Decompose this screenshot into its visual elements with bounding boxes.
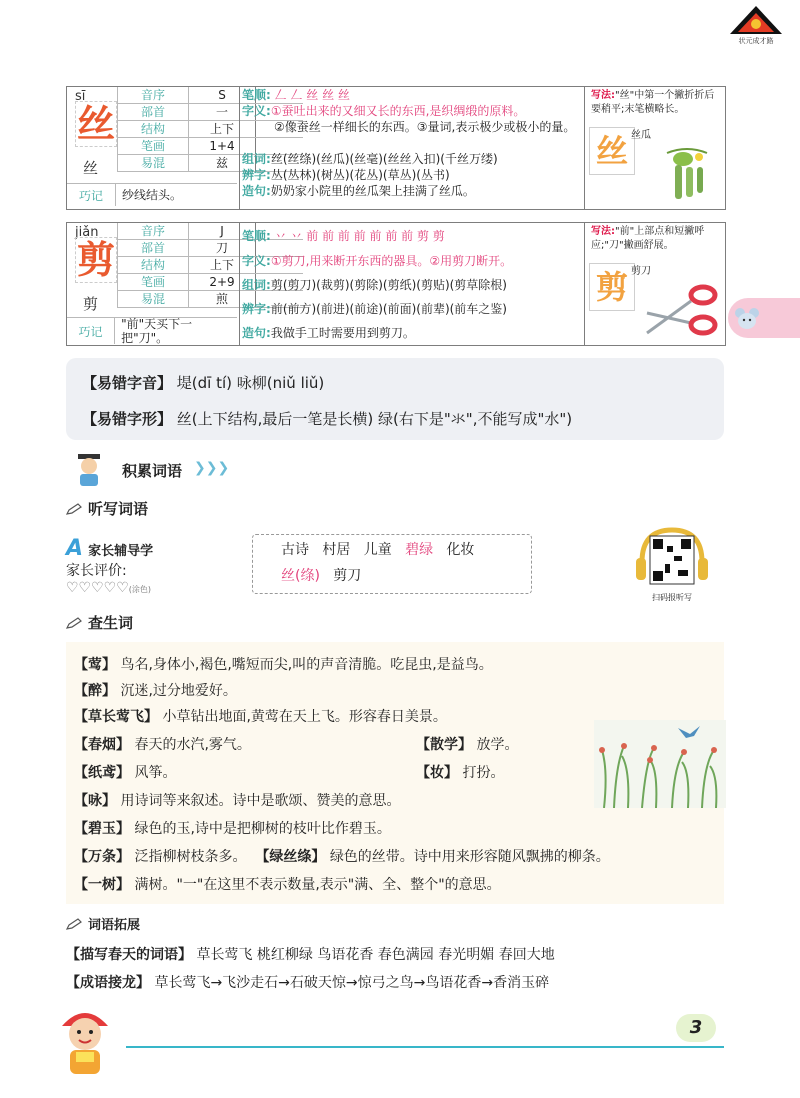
idiom-chain: 草长莺飞→飞沙走石→石破天惊→惊弓之鸟→鸟语花香→香消玉碎 xyxy=(154,975,550,991)
mnemonic-text: "前"天买下一把"刀"。 xyxy=(121,317,193,345)
practice-character: 剪 xyxy=(595,268,628,306)
label-jiegou: 结构 xyxy=(117,257,189,273)
value-jiegou: 上下 xyxy=(189,121,256,137)
term: 【碧玉】 xyxy=(74,821,130,837)
student-mascot-icon xyxy=(70,452,110,486)
writing-tip-panel xyxy=(587,223,725,345)
sentence-label: 造句: xyxy=(242,326,271,340)
definition: 绿色的丝带。诗中用来形容随风飘拂的柳条。 xyxy=(329,849,610,865)
mnemonic-row xyxy=(67,317,237,344)
pronunciation-errors-label: 【易错字音】 xyxy=(82,374,173,392)
sentence-label: 造句: xyxy=(242,184,271,198)
practice-character: 丝 xyxy=(595,132,628,170)
spring-words: 草长莺飞 桃红柳绿 鸟语花香 春色满园 春光明媚 春回大地 xyxy=(196,947,555,963)
definition: 沉迷,过分地爱好。 xyxy=(120,683,237,699)
term: 【妆】 xyxy=(416,765,458,781)
sentence: 奶奶家小院里的丝瓜架上挂满了丝瓜。 xyxy=(270,184,475,198)
pencil-icon xyxy=(66,500,82,512)
extension-title: 词语拓展 xyxy=(88,918,141,933)
newwords-title: 查生词 xyxy=(88,614,134,632)
extension-header xyxy=(66,914,140,933)
meaning-label: 字义: xyxy=(242,104,271,118)
pronunciation-errors: 堤(dī tí) 咏柳(niǔ liǔ) xyxy=(176,374,325,392)
parent-guide-icon: A xyxy=(66,536,84,561)
idiom-chain-label: 【成语接龙】 xyxy=(66,975,150,991)
idiom-chain-line xyxy=(66,972,549,992)
definition: 放学。 xyxy=(476,737,519,753)
hearts[interactable]: ♡♡♡♡♡ xyxy=(66,580,129,596)
parent-guide xyxy=(66,536,153,561)
mascot-icon xyxy=(48,1002,122,1080)
label-bushou: 部首 xyxy=(117,104,189,120)
dictation-title: 听写词语 xyxy=(88,500,149,518)
word-gushi: 古诗 xyxy=(281,542,309,558)
stroke-order: 丷 丷 前 前 前 前 前 前 前 剪 剪 xyxy=(274,229,445,243)
term: 【醉】 xyxy=(74,683,116,699)
term: 【咏】 xyxy=(74,793,116,809)
spring-grass-illustration xyxy=(594,720,726,808)
meaning-1: ①蚕吐出来的又细又长的东西,是织绸缎的原料。 xyxy=(270,104,526,118)
picture-label: 剪刀 xyxy=(631,266,651,277)
value-jiegou: 上下 xyxy=(189,257,256,273)
value-yihun: 兹 xyxy=(189,155,256,171)
newwords-header xyxy=(66,612,133,633)
small-character: 剪 xyxy=(83,295,99,313)
char-details xyxy=(239,223,585,345)
char-card-jian xyxy=(66,222,726,346)
sentence: 我做手工时需要用到剪刀。 xyxy=(270,326,415,340)
qr-headphones-icon[interactable] xyxy=(634,526,710,588)
qr-code-block[interactable] xyxy=(634,526,710,604)
definition: 小草钻出地面,黄莺在天上飞。形容春日美景。 xyxy=(162,709,447,725)
stroke-order-label: 笔顺: xyxy=(242,88,271,102)
practice-grid xyxy=(589,127,635,175)
stroke-order: 𠃋 𠃋 丝 丝 丝 xyxy=(274,88,350,102)
mnemonic-label: 巧记 xyxy=(67,318,115,344)
writing-tip-panel xyxy=(587,87,725,209)
char-card-si xyxy=(66,86,726,210)
side-tab xyxy=(728,298,800,338)
term: 【纸鸢】 xyxy=(74,765,130,781)
char-details xyxy=(239,87,585,209)
form-errors: 丝(上下结构,最后一笔是长横) 绿(右下是"氺",不能写成"水") xyxy=(176,410,573,428)
spring-words-label: 【描写春天的词语】 xyxy=(66,947,192,963)
writing-tip-label: 写法: xyxy=(591,226,615,237)
publisher-logo xyxy=(726,4,786,50)
stroke-order-label: 笔顺: xyxy=(242,229,271,243)
value-yihun: 煎 xyxy=(189,291,256,307)
words: 剪(剪刀)(裁剪)(剪除)(剪纸)(剪贴)(剪草除根) xyxy=(270,278,507,292)
pencil-icon xyxy=(66,915,82,927)
footer-line xyxy=(126,1046,724,1048)
writing-tip-label: 写法: xyxy=(591,90,615,101)
mnemonic-row xyxy=(67,183,237,206)
label-yihun: 易混 xyxy=(117,155,189,171)
label-yinxu: 音序 xyxy=(117,87,189,103)
big-character: 剪 xyxy=(76,238,115,282)
mnemonic-text: 纱线结头。 xyxy=(122,188,183,202)
definition: 春天的水汽,雾气。 xyxy=(134,737,251,753)
meaning-2: ②像蚕丝一样细长的东西。③量词,表示极少或极小的量。 xyxy=(274,120,576,134)
words-label: 组词: xyxy=(242,278,271,292)
term: 【一树】 xyxy=(74,877,130,893)
dictation-header xyxy=(66,498,148,519)
word-jiandao: 剪刀 xyxy=(333,568,362,584)
value-bihua: 1+4 xyxy=(189,138,256,154)
page-number: 3 xyxy=(676,1014,716,1042)
label-bushou: 部首 xyxy=(117,240,189,256)
label-bihua: 笔画 xyxy=(117,138,189,154)
term: 【散学】 xyxy=(416,737,472,753)
accumulate-header xyxy=(70,452,230,486)
dictation-words-box xyxy=(252,534,532,594)
meaning: ①剪刀,用来断开东西的器具。②用剪刀断开。 xyxy=(270,254,513,268)
spring-words-line xyxy=(66,944,555,964)
definition: 绿色的玉,诗中是把柳树的枝叶比作碧玉。 xyxy=(134,821,391,837)
value-bushou: 刀 xyxy=(189,240,256,256)
big-character: 丝 xyxy=(76,102,115,146)
distinguish-label: 辨字: xyxy=(242,302,271,316)
writing-tip: "前"上部点和短撇呼应;"刀"撇画舒展。 xyxy=(591,226,705,251)
writing-tip: "丝"中第一个撇折折后要稍平;末笔横略长。 xyxy=(591,90,715,115)
word-cunju: 村居 xyxy=(322,542,351,558)
label-yihun: 易混 xyxy=(117,291,189,307)
distinguish-label: 辨字: xyxy=(242,168,271,182)
word-huazhuang: 化妆 xyxy=(446,542,475,558)
value-bushou: 一 xyxy=(189,104,256,120)
pinyin: jiǎn xyxy=(75,225,99,240)
definition: 风筝。 xyxy=(134,765,177,781)
words: 丝(丝绦)(丝瓜)(丝毫)(丝丝入扣)(千丝万缕) xyxy=(270,152,498,166)
distinguish: 丛(丛林)(树丛)(花丛)(草丛)(丛书) xyxy=(270,168,450,182)
hearts-note: (涂色) xyxy=(128,585,152,594)
qr-caption: 扫码报听写 xyxy=(652,593,692,602)
definition: 满树。"一"在这里不表示数量,表示"满、全、整个"的意思。 xyxy=(134,877,501,893)
mnemonic-label: 巧记 xyxy=(67,184,116,206)
form-errors-label: 【易错字形】 xyxy=(82,410,173,428)
label-bihua: 笔画 xyxy=(117,274,189,290)
mouse-icon xyxy=(734,306,760,330)
pinyin: sī xyxy=(75,89,86,104)
term: 【春烟】 xyxy=(74,737,130,753)
picture-label: 丝瓜 xyxy=(631,130,651,141)
heart-rating[interactable] xyxy=(66,580,151,596)
scissors-illustration xyxy=(641,283,721,339)
definition: 用诗词等来叙述。诗中是歌颂、赞美的意思。 xyxy=(120,793,401,809)
value-bihua: 2+9 xyxy=(189,274,256,290)
term: 【莺】 xyxy=(74,657,116,673)
chevrons-icon: ❯❯❯ xyxy=(194,460,230,476)
distinguish: 前(前方)(前进)(前途)(前面)(前辈)(前车之鉴) xyxy=(270,302,507,316)
definition: 泛指柳树枝条多。 xyxy=(134,849,247,865)
value-yinxu: J xyxy=(189,223,256,239)
term: 【万条】 xyxy=(74,849,130,865)
value-yinxu: S xyxy=(189,87,256,103)
term: 【绿丝绦】 xyxy=(255,849,326,865)
meaning-label: 字义: xyxy=(242,254,271,268)
words-label: 组词: xyxy=(242,152,271,166)
definition: 鸟名,身体小,褐色,嘴短而尖,叫的声音清脆。吃昆虫,是益鸟。 xyxy=(120,657,493,673)
label-jiegou: 结构 xyxy=(117,121,189,137)
parent-guide-title: 家长辅导学 xyxy=(88,544,154,559)
term: 【草长莺飞】 xyxy=(74,709,158,725)
parent-eval-label: 家长评价: xyxy=(66,563,127,579)
label-yinxu: 音序 xyxy=(117,223,189,239)
word-sitao: 丝(绦) xyxy=(281,568,320,584)
practice-grid xyxy=(589,263,635,311)
word-bilv: 碧绿 xyxy=(405,542,434,558)
word-ertong: 儿童 xyxy=(363,542,392,558)
logo-text: 状元成才路 xyxy=(738,37,774,45)
loofah-illustration xyxy=(657,145,717,205)
accumulate-title: 积累词语 xyxy=(122,462,183,480)
vocabulary-list xyxy=(66,642,724,904)
common-errors-box xyxy=(66,358,724,440)
pencil-icon xyxy=(66,614,82,626)
definition: 打扮。 xyxy=(462,765,505,781)
small-character: 丝 xyxy=(83,159,99,177)
